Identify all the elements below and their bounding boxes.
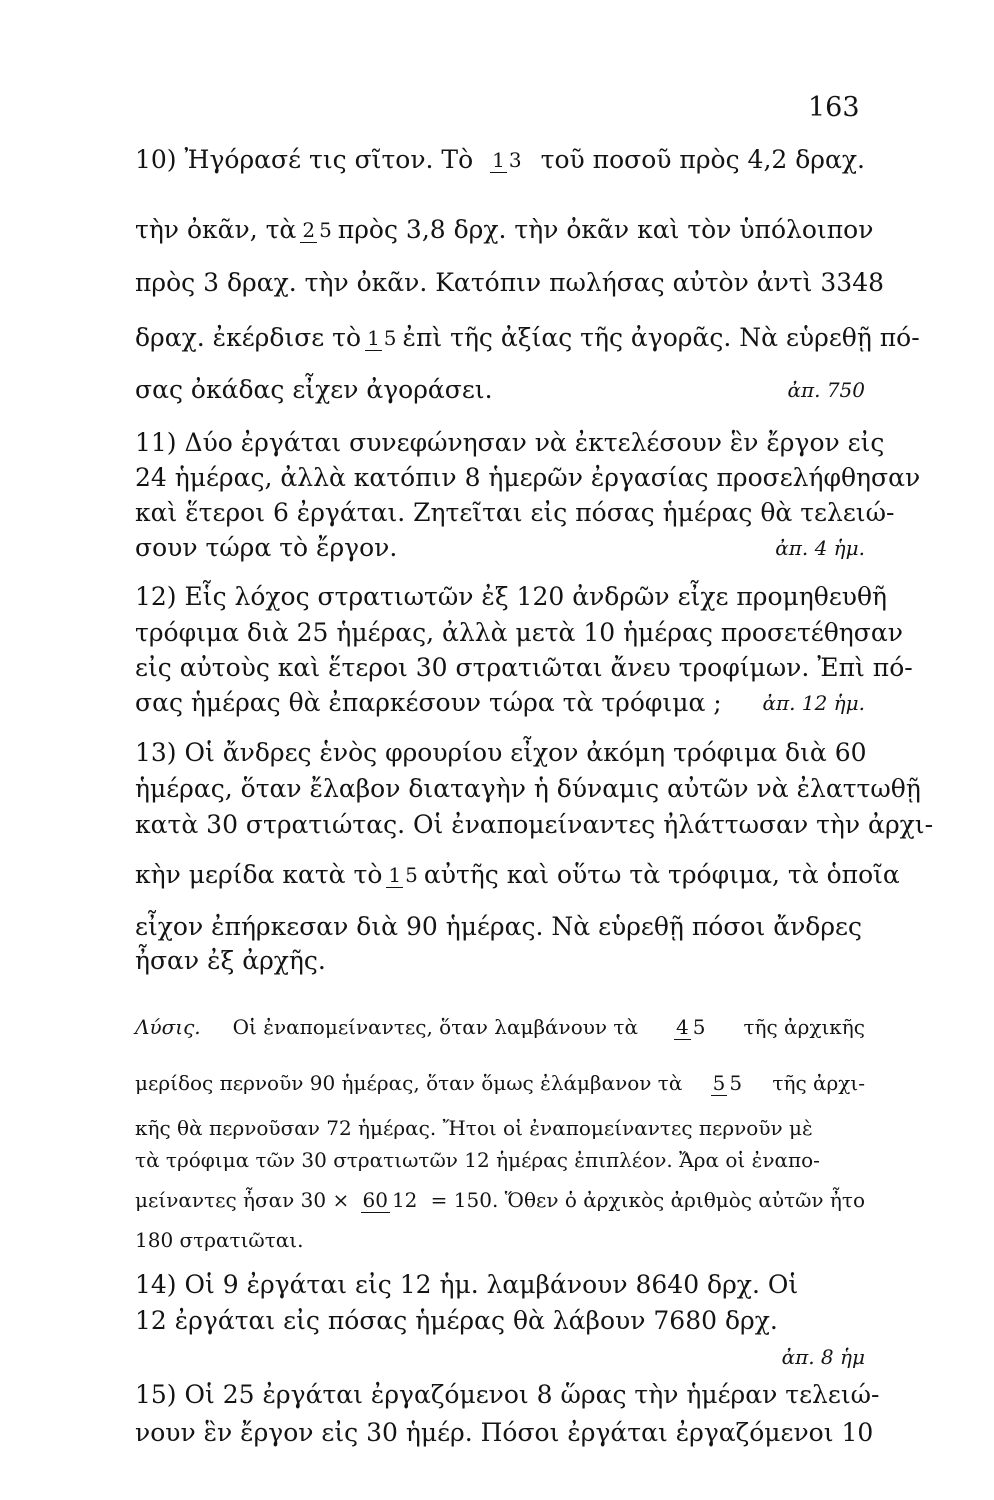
answer: ἀπ. 8 ἡμ <box>781 1345 865 1369</box>
problem-14-answer-line <box>135 1342 865 1372</box>
problem-13-line-5: εἶχον ἐπήρκεσαν διὰ 90 ἡμέρας. Νὰ εὑρεθῇ πόσοι ἄνδρες <box>135 912 862 941</box>
fraction: 1 5 <box>367 326 397 350</box>
page-number: 163 <box>808 92 860 123</box>
fraction: 4 5 <box>676 1015 706 1039</box>
problem-12-line-1: 12) Εἷς λόχος στρατιωτῶν ἐξ 120 ἀνδρῶν εἶχε προμηθευθῆ <box>135 582 888 611</box>
problem-14-line-1: 14) Οἱ 9 ἐργάται εἰς 12 ἡμ. λαμβάνουν 8640 δρχ. Οἱ <box>135 1270 799 1299</box>
problem-13-line-2: ἡμέρας, ὅταν ἔλαβον διαταγὴν ἡ δύναμις αὐτῶν νὰ ἐλαττωθῇ <box>135 774 921 803</box>
problem-10-line-1: 10) Ἠγόρασέ τις σῖτον. Τὸ 1 3 τοῦ ποσοῦ πρὸς 4,2 δραχ. <box>135 145 865 174</box>
solution-line-3: κῆς θὰ περνοῦσαν 72 ἡμέρας. Ἤτοι οἱ ἐναπομείναντες περνοῦν μὲ <box>135 1116 813 1140</box>
solution-line-5: μείναντες ἦσαν 30 × 60 12 = 150. Ὅθεν ὁ ἀρχικὸς ἀριθμὸς αὐτῶν ἦτο <box>135 1188 865 1212</box>
solution-line-1: Λύσις. Οἱ ἐναπομείναντες, ὅταν λαμβάνουν τὰ 4 5 τῆς ἀρχικῆς <box>135 1012 865 1042</box>
fraction: 5 5 <box>712 1071 743 1095</box>
answer: ἀπ. 750 <box>787 378 865 402</box>
fraction: 60 12 <box>362 1188 418 1212</box>
fraction: 2 5 <box>302 218 332 242</box>
problem-13-line-1: 13) Οἱ ἄνδρες ἑνὸς φρουρίου εἶχον ἀκόμη τρόφιμα διὰ 60 <box>135 738 867 767</box>
problem-12-line-4: σας ἡμέρας θὰ ἐπαρκέσουν τώρα τὰ τρόφιμα ; ἀπ. 12 ἡμ. <box>135 688 865 717</box>
fraction: 1 5 <box>388 863 418 887</box>
problem-10-line-5: σας ὀκάδας εἶχεν ἀγοράσει. ἀπ. 750 <box>135 375 865 404</box>
problem-12-line-3: εἰς αὐτοὺς καὶ ἕτεροι 30 στρατιῶται ἄνευ τροφίμων. Ἐπὶ πό- <box>135 653 913 682</box>
solution-line-4: τὰ τρόφιμα τῶν 30 στρατιωτῶν 12 ἡμέρας ἐπιπλέον. Ἄρα οἱ ἐναπο- <box>135 1148 820 1172</box>
problem-11-line-4: σουν τώρα τὸ ἔργον. ἀπ. 4 ἡμ. <box>135 533 865 562</box>
problem-13-line-4: κὴν μερίδα κατὰ τὸ 1 5 αὐτῆς καὶ οὕτω τὰ τρόφιμα, τὰ ὁποῖα <box>135 860 900 889</box>
problem-10-line-4: δραχ. ἐκέρδισε τὸ 1 5 ἐπὶ τῆς ἀξίας τῆς ἀγορᾶς. Νὰ εὑρεθῇ πό- <box>135 323 920 352</box>
solution-line-6: 180 στρατιῶται. <box>135 1228 304 1252</box>
problem-14-line-2: 12 ἐργάται εἰς πόσας ἡμέρας θὰ λάβουν 7680 δρχ. <box>135 1306 778 1335</box>
solution-label: Λύσις. <box>135 1015 201 1039</box>
problem-15-line-1: 15) Οἱ 25 ἐργάται ἐργαζόμενοι 8 ὥρας τὴν ἡμέραν τελειώ- <box>135 1380 880 1409</box>
answer: ἀπ. 4 ἡμ. <box>775 536 865 560</box>
problem-15-line-2: νουν ἓν ἔργον εἰς 30 ἡμέρ. Πόσοι ἐργάται ἐργαζόμενοι 10 <box>135 1418 874 1447</box>
problem-10-line-3: πρὸς 3 δραχ. τὴν ὀκᾶν. Κατόπιν πωλήσας αὐτὸν ἀντὶ 3348 <box>135 268 884 297</box>
solution-line-2: μερίδος περνοῦν 90 ἡμέρας, ὅταν ὅμως ἐλάμβανον τὰ 5 5 τῆς ἀρχι- <box>135 1071 865 1095</box>
answer: ἀπ. 12 ἡμ. <box>762 691 865 715</box>
problem-13-line-6: ἦσαν ἐξ ἀρχῆς. <box>135 946 326 975</box>
problem-10-line-2: τὴν ὀκᾶν, τὰ 2 5 πρὸς 3,8 δρχ. τὴν ὀκᾶν καὶ τὸν ὑπόλοιπον <box>135 215 874 244</box>
problem-12-line-2: τρόφιμα διὰ 25 ἡμέρας, ἀλλὰ μετὰ 10 ἡμέρας προσετέθησαν <box>135 618 903 647</box>
fraction: 1 3 <box>492 148 522 172</box>
problem-11-line-3: καὶ ἕτεροι 6 ἐργάται. Ζητεῖται εἰς πόσας ἡμέρας θὰ τελειώ- <box>135 498 895 527</box>
problem-13-line-3: κατὰ 30 στρατιώτας. Οἱ ἐναπομείναντες ἠλάττωσαν τὴν ἀρχι- <box>135 810 934 839</box>
problem-11-line-2: 24 ἡμέρας, ἀλλὰ κατόπιν 8 ἡμερῶν ἐργασίας προσελήφθησαν <box>135 463 921 492</box>
problem-11-line-1: 11) Δύο ἐργάται συνεφώνησαν νὰ ἐκτελέσουν ἓν ἔργον εἰς <box>135 428 885 457</box>
